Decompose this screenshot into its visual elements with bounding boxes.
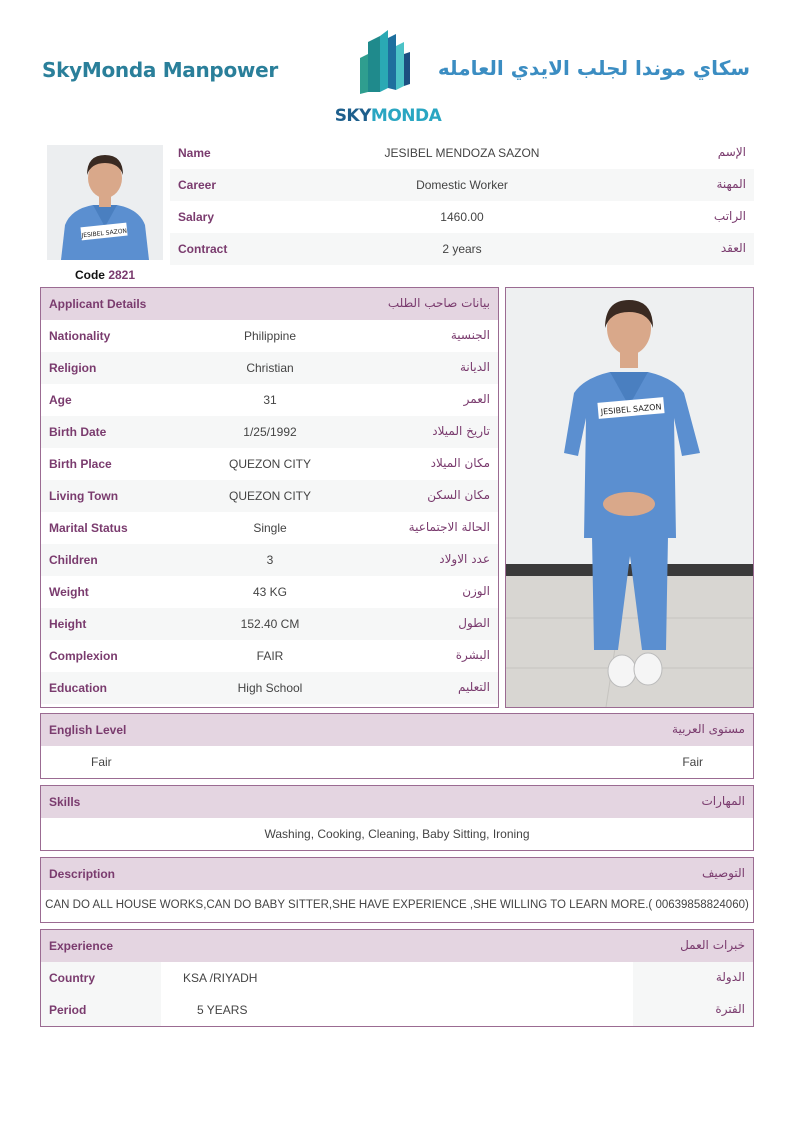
skills-header: Skills المهارات [41, 786, 753, 818]
detail-row-nationality: Nationality Philippine الجنسية [49, 328, 490, 343]
language-level-header: English Level مستوى العربية [41, 714, 753, 746]
summary-row-career: Career Domestic Worker المهنة [170, 169, 754, 201]
skills-value: Washing, Cooking, Cleaning, Baby Sitting, Ironing [264, 827, 530, 841]
detail-row-height: Height 152.40 CM الطول [41, 608, 498, 640]
language-level-row [41, 746, 753, 778]
brand-name-english: SkyMonda Manpower [42, 58, 278, 82]
logo-wordmark: SKYMONDA [334, 106, 442, 126]
description-row [41, 890, 753, 922]
description-value: CAN DO ALL HOUSE WORKS,CAN DO BABY SITTER,SHE HAVE EXPERIENCE ,SHE WILLING TO LEARN MORE.( 00639858824060) [45, 899, 749, 911]
summary-table [170, 137, 754, 265]
detail-row-children: Children 3 عدد الاولاد [41, 544, 498, 576]
experience-header: Experience خبرات العمل [41, 930, 753, 962]
skills-row [41, 818, 753, 850]
skills-section [40, 785, 754, 851]
summary-row-name: Name JESIBEL MENDOZA SAZON الإسم [178, 145, 746, 160]
detail-row-complexion: Complexion FAIR البشرة [49, 648, 490, 663]
detail-row-age: Age 31 العمر [49, 392, 490, 407]
svg-text:JESIBEL SAZON: JESIBEL SAZON [600, 402, 662, 417]
arabic-level-value: Fair [682, 755, 703, 769]
svg-text:JESIBEL SAZON: JESIBEL SAZON [81, 227, 128, 240]
detail-row-weight: Weight 43 KG الوزن [49, 584, 490, 599]
skymonda-logo [330, 28, 446, 126]
logo-bars-icon [330, 28, 446, 100]
detail-row-marital-status: Marital Status Single الحالة الاجتماعية [49, 520, 490, 535]
detail-row-birth-date: Birth Date 1/25/1992 تاريخ الميلاد [41, 416, 498, 448]
description-header: Description التوصيف [41, 858, 753, 890]
summary-row-salary: Salary 1460.00 الراتب [178, 209, 746, 224]
english-level-value: Fair [91, 755, 112, 769]
detail-row-education: Education High School التعليم [41, 672, 498, 704]
detail-row-birth-place: Birth Place QUEZON CITY مكان الميلاد [49, 456, 490, 471]
applicant-thumbnail-photo [47, 145, 163, 260]
language-level-section [40, 713, 754, 779]
applicant-details-header: Applicant Details بيانات صاحب الطلب [41, 288, 498, 320]
detail-row-living-town: Living Town QUEZON CITY مكان السكن [41, 480, 498, 512]
summary-row-contract: Contract 2 years العقد [170, 233, 754, 265]
brand-name-arabic: سكاي موندا لجلب الايدي العامله [437, 56, 750, 80]
detail-row-religion: Religion Christian الديانة [41, 352, 498, 384]
description-section [40, 857, 754, 923]
experience-section [40, 929, 754, 1027]
page-header [0, 0, 794, 135]
experience-row-country: Country KSA /RIYADH الدولة [41, 962, 753, 994]
experience-row-period: Period 5 YEARS الفترة [41, 994, 753, 1026]
applicant-details-section [40, 287, 499, 708]
applicant-full-photo [505, 287, 754, 708]
applicant-code: Code 2821 [74, 268, 136, 282]
